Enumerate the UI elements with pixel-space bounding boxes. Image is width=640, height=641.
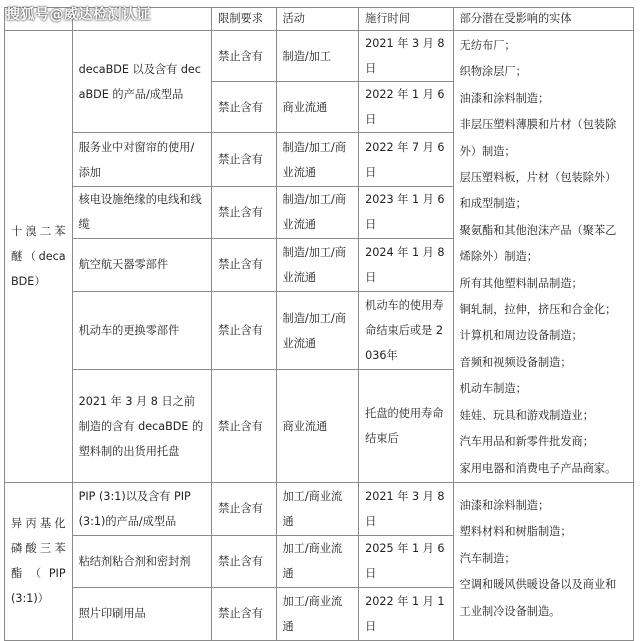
date-cell: 2021 年 3 月 8 日 — [359, 482, 453, 535]
entity-item: 家用电器和消费电子产品商家。 — [459, 461, 617, 475]
date-cell: 2025 年 1 月 6 日 — [359, 535, 453, 587]
entity-item: 所有其他塑料制品制造； — [459, 276, 583, 290]
entity-item: 机动车制造； — [459, 382, 527, 396]
date-cell: 2023 年 1 月 6 日 — [359, 186, 453, 238]
table-row — [5, 31, 634, 82]
entity-item: 计算机和周边设备制造； — [459, 329, 583, 343]
activity-cell: 制造/加工/商业流通 — [276, 133, 359, 186]
entity-item: 油漆和涂料制造； — [459, 498, 550, 512]
item-cell: decaBDE 以及含有 decaBDE 的产品/成型品 — [72, 31, 212, 133]
requirement-cell: 禁止含有 — [212, 133, 276, 186]
entity-item: 汽车制造； — [459, 551, 516, 565]
header-activity: 活动 — [276, 8, 359, 31]
item-cell: 核电设施绝缘的电线和线缆 — [72, 186, 212, 238]
item-cell: 照片印刷用品 — [72, 587, 212, 640]
item-cell: 服务业中对窗帘的使用/添加 — [72, 133, 212, 186]
requirement-cell: 禁止含有 — [212, 82, 276, 133]
item-cell: 机动车的更换零部件 — [72, 292, 212, 370]
substance-cell: 异丙基化磷酸三苯酯（PIP (3:1)） — [5, 482, 73, 640]
item-cell: 航空航天器零部件 — [72, 238, 212, 291]
entity-item: 塑料材料和树脂制造； — [459, 525, 572, 539]
entity-item: 无纺布厂； — [459, 39, 516, 52]
date-cell: 2021 年 3 月 8 日 — [359, 31, 453, 82]
watermark: 搜狐号@威达检测认证 — [6, 7, 151, 23]
activity-cell: 制造/加工/商业流通 — [276, 186, 359, 238]
activity-cell: 商业流通 — [276, 82, 359, 133]
date-cell: 2024 年 1 月 8 日 — [359, 238, 453, 291]
activity-cell: 加工/商业流通 — [276, 587, 359, 640]
requirement-cell: 禁止含有 — [212, 370, 276, 483]
date-cell: 托盘的使用寿命结束后 — [359, 370, 453, 483]
requirement-cell: 禁止含有 — [212, 186, 276, 238]
entity-item: 织物涂层厂； — [459, 65, 527, 79]
entity-item: 层压塑料板，片材（包装除外）和成型制造； — [459, 171, 617, 211]
entity-item: 油漆和涂料制造； — [459, 91, 550, 105]
entity-item: 空调和暖风供暖设备以及商业和工业制冷设备制造。 — [459, 578, 617, 618]
activity-cell: 制造/加工/商业流通 — [276, 292, 359, 370]
activity-cell: 加工/商业流通 — [276, 482, 359, 535]
header-date: 施行时间 — [359, 8, 453, 31]
requirement-cell: 禁止含有 — [212, 292, 276, 370]
activity-cell: 加工/商业流通 — [276, 535, 359, 587]
entities-cell — [453, 31, 633, 483]
activity-cell: 商业流通 — [276, 370, 359, 483]
entity-item: 铜轧制，拉伸，挤压和合金化； — [459, 303, 617, 317]
entity-item: 汽车用品和新零件批发商； — [459, 435, 594, 449]
requirement-cell: 禁止含有 — [212, 482, 276, 535]
regulation-table — [4, 7, 634, 641]
requirement-cell: 禁止含有 — [212, 238, 276, 291]
table-row — [5, 482, 634, 535]
entity-item: 聚氨酯和其他泡沫产品（聚苯乙烯除外）制造； — [459, 223, 617, 264]
activity-cell: 制造/加工 — [276, 31, 359, 82]
date-cell: 2022 年 7 月 6 日 — [359, 133, 453, 186]
requirement-cell: 禁止含有 — [212, 31, 276, 82]
requirement-cell: 禁止含有 — [212, 587, 276, 640]
substance-cell: 十溴二苯醚（decaBDE） — [5, 31, 73, 483]
date-cell: 2022 年 1 月 6 日 — [359, 82, 453, 133]
header-requirement: 限制要求 — [212, 8, 276, 31]
header-entities: 部分潜在受影响的实体 — [453, 8, 633, 31]
item-cell: 粘结剂粘合剂和密封剂 — [72, 535, 212, 587]
item-cell: PIP (3:1)以及含有 PIP (3:1)的产品/成型品 — [72, 482, 212, 535]
requirement-cell: 禁止含有 — [212, 535, 276, 587]
entities-cell — [453, 482, 633, 640]
entity-item: 非层压塑料薄膜和片材（包装除外）制造； — [459, 118, 617, 158]
date-cell: 2022 年 1 月 1 日 — [359, 587, 453, 640]
date-cell: 机动车的使用寿命结束后或是 2036年 — [359, 292, 453, 370]
entity-item: 音频和视频设备制造； — [459, 355, 572, 369]
entity-item: 娃娃、玩具和游戏制造业； — [459, 408, 594, 422]
activity-cell: 制造/加工/商业流通 — [276, 238, 359, 291]
item-cell: 2021 年 3 月 8 日之前制造的含有 decaBDE 的塑料制的出货用托盘 — [72, 370, 212, 483]
